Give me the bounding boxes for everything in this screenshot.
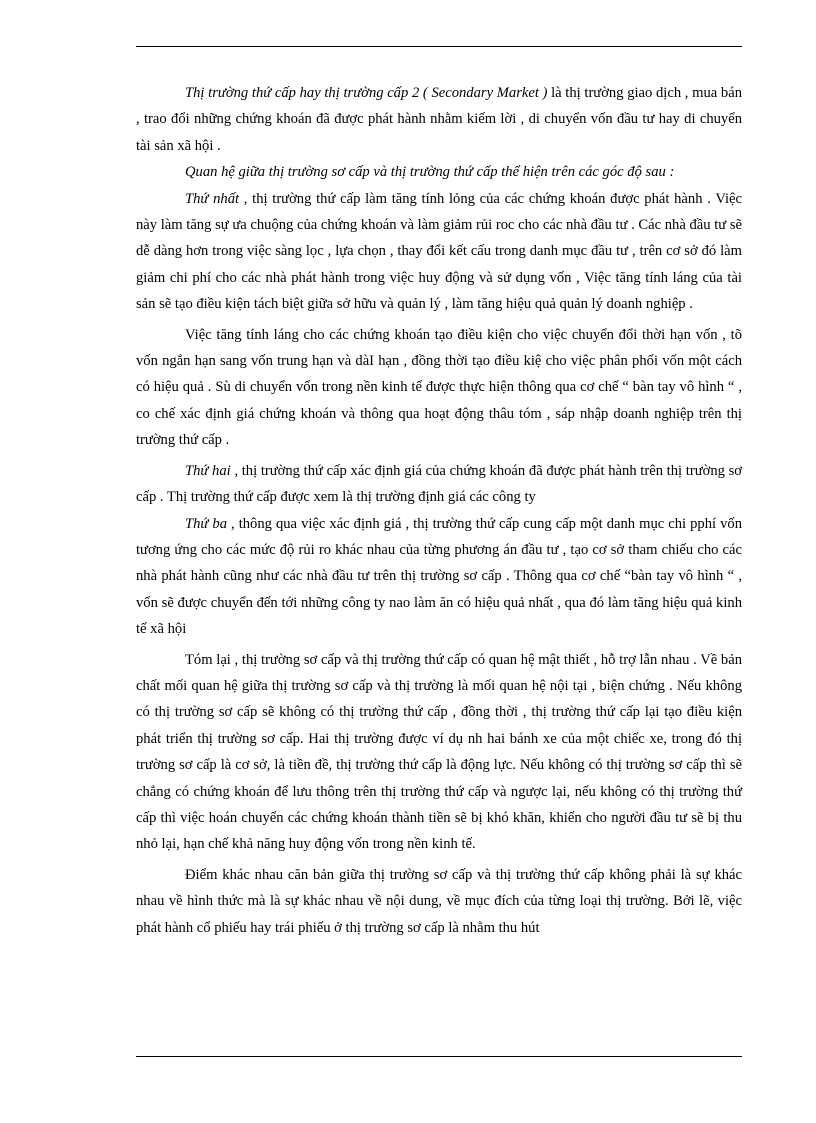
paragraph-text: Tóm lại , thị trường sơ cấp và thị trường thứ cấp có quan hệ mật thiết , hỗ trợ lẫn nhau . Về bản chất mối quan hệ giữa thị trường sơ cấp và thị trường là mối quan hệ nội tại , biện chứng . Nếu không có thị trường sơ cấp sẽ không có thị trường thứ cấp , đồng thời , thị trường thứ cấp lại tạo điều kiện phát triển thị trường sơ cấp. Hai thị trường được ví dụ nh hai bánh xe của một chiếc xe, trong đó thị trường sơ cấp là cơ sở, là tiền đề, thị trường thứ cấp là động lực. Nếu không có thị trường sơ cấp thì sẽ chẳng có chứng khoán để lưu thông trên thị trường thứ cấp và ngược lại, nếu không có thị trường thứ cấp thì việc hoán chuyển các chứng khoán thành tiền sẽ bị khó khăn, khiến cho người đầu tư sẽ bị thu nhỏ lại, hạn chế khả năng huy động vốn trong nền kinh tế. [136, 651, 742, 853]
paragraph-relationship-heading [136, 159, 742, 185]
paragraph-summary [136, 647, 742, 858]
paragraph-lead: Thứ nhất [185, 190, 240, 207]
paragraph-text: , thị trường thứ cấp làm tăng tính lỏng của các chứng khoán được phát hành . Việc này làm tăng sự ưa chuộng của chứng khoán và làm giảm rủi roc cho các nhà đầu tư . Các nhà đầu tư sẽ dễ dàng hơn trong việc sàng lọc , lựa chọn , thay đổi kết cấu trong danh mục đầu tư , trên cơ sở đó làm giảm chi phí cho các nhà phát hành trong việc huy động và sử dụng vốn , Việc tăng tính láng của tài sản sẽ tạo điều kiện tách biệt giữa sở hữu và quản lý , làm tăng hiệu quả quản lý doanh nghiệp . [136, 190, 742, 313]
paragraph-second [136, 458, 742, 511]
paragraph-text: , thị trường thứ cấp xác định giá của chứng khoán đã được phát hành trên thị trường sơ cấp . Thị trường thứ cấp được xem là thị trường định giá các công ty [136, 462, 742, 506]
document-body [136, 80, 742, 941]
paragraph-liquidity [136, 322, 742, 454]
paragraph-differences [136, 862, 742, 941]
paragraph-lead: Thứ hai [185, 462, 231, 479]
paragraph-text: Điểm khác nhau căn bản giữa thị trường sơ cấp và thị trường thứ cấp không phải là sự khác nhau về hình thức mà là sự khác nhau về nội dung, về mục đích của từng loại thị trường. Bởi lẽ, việc phát hành cổ phiếu hay trái phiếu ở thị trường sơ cấp là nhằm thu hút [136, 866, 742, 936]
paragraph-lead: Thứ ba [185, 515, 227, 532]
header-rule [136, 46, 742, 47]
paragraph-text: là thị trường giao dịch , mua bán , trao đổi những chứng khoán đã được phát hành nhằm kiếm lời , di chuyển vốn đầu tư hay di chuyển tài sản xã hội . [136, 85, 742, 154]
paragraph-third [136, 511, 742, 643]
paragraph-lead: Quan hệ giữa thị trường sơ cấp và thị trường thứ cấp thể hiện trên các góc độ sau : [185, 164, 675, 181]
paragraph-lead: Thị trường thứ cấp hay thị trường cấp 2 ( Secondary Market ) [185, 85, 548, 101]
paragraph-secondary-market [136, 80, 742, 159]
paragraph-text: , thông qua việc xác định giá , thị trường thứ cấp cung cấp một danh mục chi pphí vốn tương ứng cho các mức độ rủi ro khác nhau của từng phương án đầu tư , tạo cơ sở tham chiếu cho các nhà phát hành cũng như các nhà đầu tư trên thị trường sơ cấp . Thông qua cơ chế “bàn tay vô hình “ , vốn sẽ được chuyển đến tới những công ty nao làm ăn có hiệu quả nhất , qua đó làm tăng hiệu quả kinh tế xã hội [136, 515, 742, 638]
paragraph-first [136, 186, 742, 318]
paragraph-text: Việc tăng tính láng cho các chứng khoán tạo điều kiện cho việc chuyển đổi thời hạn vốn , tõ vốn ngắn hạn sang vốn trung hạn và dàI hạn , đồng thời tạo điều kiệ cho việc phân phối vốn một cách có hiệu quả . Sù di chuyển vốn trong nền kinh tế được thực hiện thông qua cơ chế “ bàn tay vô hình “ , co chế xác định giá chứng khoán và thông qua hoạt động thâu tóm , sáp nhập doanh nghiệp trên thị trường thứ cấp . [136, 326, 742, 449]
footer-rule [136, 1056, 742, 1057]
